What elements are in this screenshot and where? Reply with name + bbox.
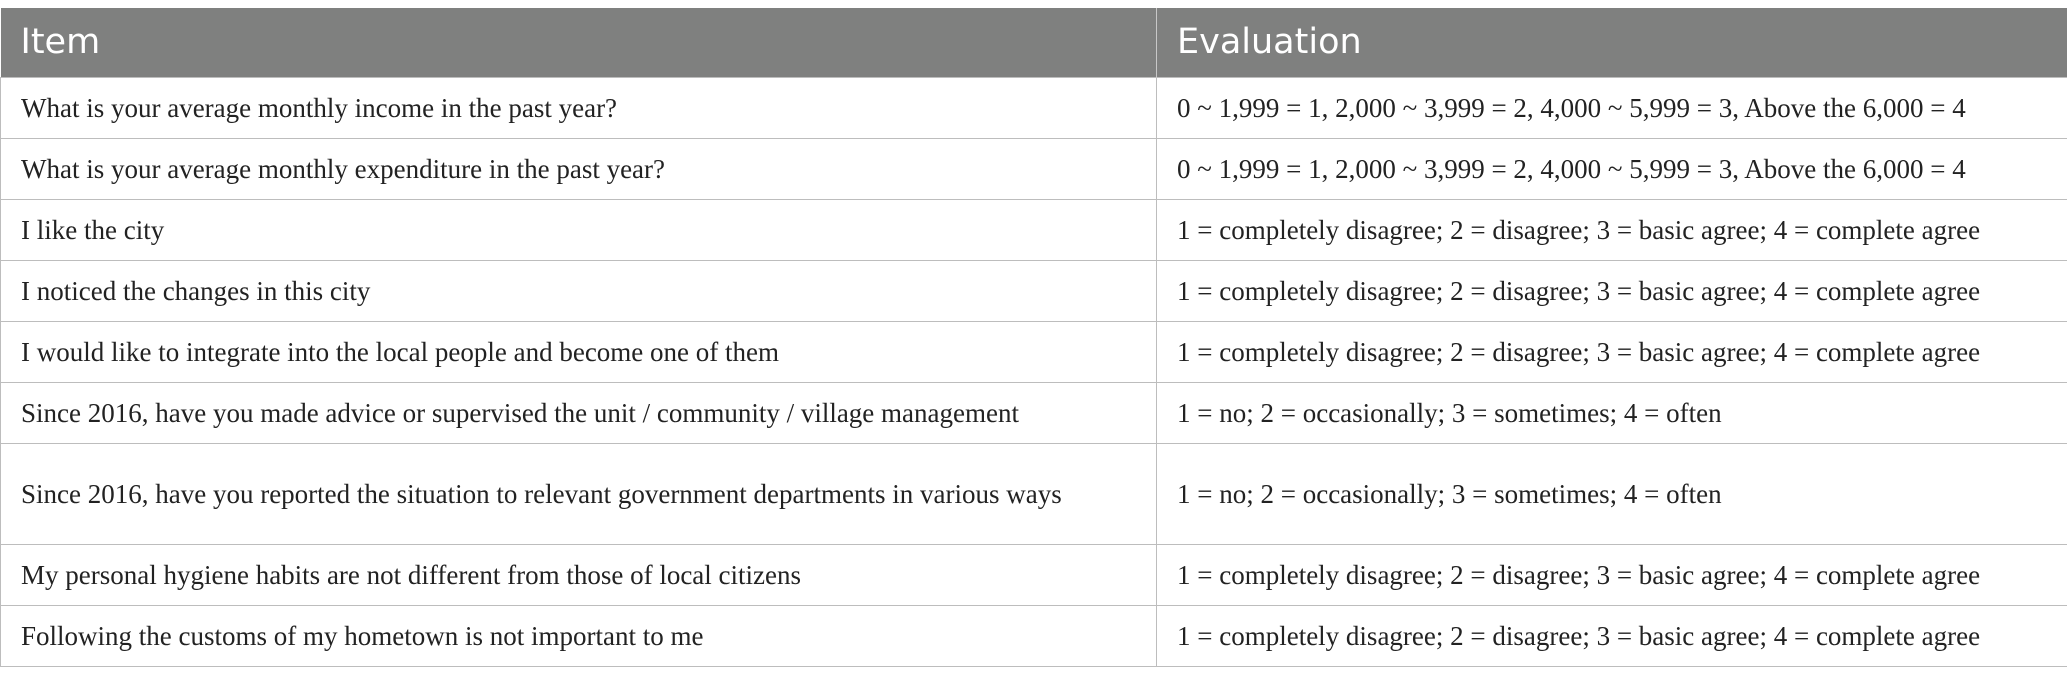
evaluation-table-container [0, 8, 2067, 667]
table-row [1, 138, 2067, 199]
evaluation-cell: 1 = completely disagree; 2 = disagree; 3 = basic agree; 4 = complete agree [1157, 605, 2067, 666]
item-cell: My personal hygiene habits are not different from those of local citizens [1, 544, 1157, 605]
item-cell: What is your average monthly income in the past year? [1, 77, 1157, 138]
item-cell: I noticed the changes in this city [1, 260, 1157, 321]
table-row [1, 382, 2067, 443]
table-row [1, 321, 2067, 382]
table-row [1, 443, 2067, 544]
table-row [1, 544, 2067, 605]
table-body [1, 77, 2067, 666]
evaluation-cell: 0 ~ 1,999 = 1, 2,000 ~ 3,999 = 2, 4,000 ~ 5,999 = 3, Above the 6,000 = 4 [1157, 138, 2067, 199]
evaluation-cell: 1 = completely disagree; 2 = disagree; 3 = basic agree; 4 = complete agree [1157, 199, 2067, 260]
item-cell: I would like to integrate into the local people and become one of them [1, 321, 1157, 382]
evaluation-cell: 1 = no; 2 = occasionally; 3 = sometimes; 4 = often [1157, 443, 2067, 544]
item-cell: What is your average monthly expenditure in the past year? [1, 138, 1157, 199]
item-cell: Since 2016, have you made advice or supervised the unit / community / village management [1, 382, 1157, 443]
item-cell: Following the customs of my hometown is not important to me [1, 605, 1157, 666]
evaluation-cell: 1 = completely disagree; 2 = disagree; 3 = basic agree; 4 = complete agree [1157, 321, 2067, 382]
evaluation-cell: 1 = completely disagree; 2 = disagree; 3 = basic agree; 4 = complete agree [1157, 260, 2067, 321]
item-cell: I like the city [1, 199, 1157, 260]
evaluation-cell: 1 = completely disagree; 2 = disagree; 3 = basic agree; 4 = complete agree [1157, 544, 2067, 605]
table-row [1, 605, 2067, 666]
table-row [1, 199, 2067, 260]
table-row [1, 77, 2067, 138]
column-header-item: Item [1, 8, 1157, 77]
table-row [1, 260, 2067, 321]
item-cell: Since 2016, have you reported the situation to relevant government departments in various ways [1, 443, 1157, 544]
header-row [1, 8, 2067, 77]
column-header-evaluation: Evaluation [1157, 8, 2067, 77]
evaluation-table [0, 8, 2067, 667]
evaluation-cell: 0 ~ 1,999 = 1, 2,000 ~ 3,999 = 2, 4,000 ~ 5,999 = 3, Above the 6,000 = 4 [1157, 77, 2067, 138]
table-header [1, 8, 2067, 77]
evaluation-cell: 1 = no; 2 = occasionally; 3 = sometimes; 4 = often [1157, 382, 2067, 443]
